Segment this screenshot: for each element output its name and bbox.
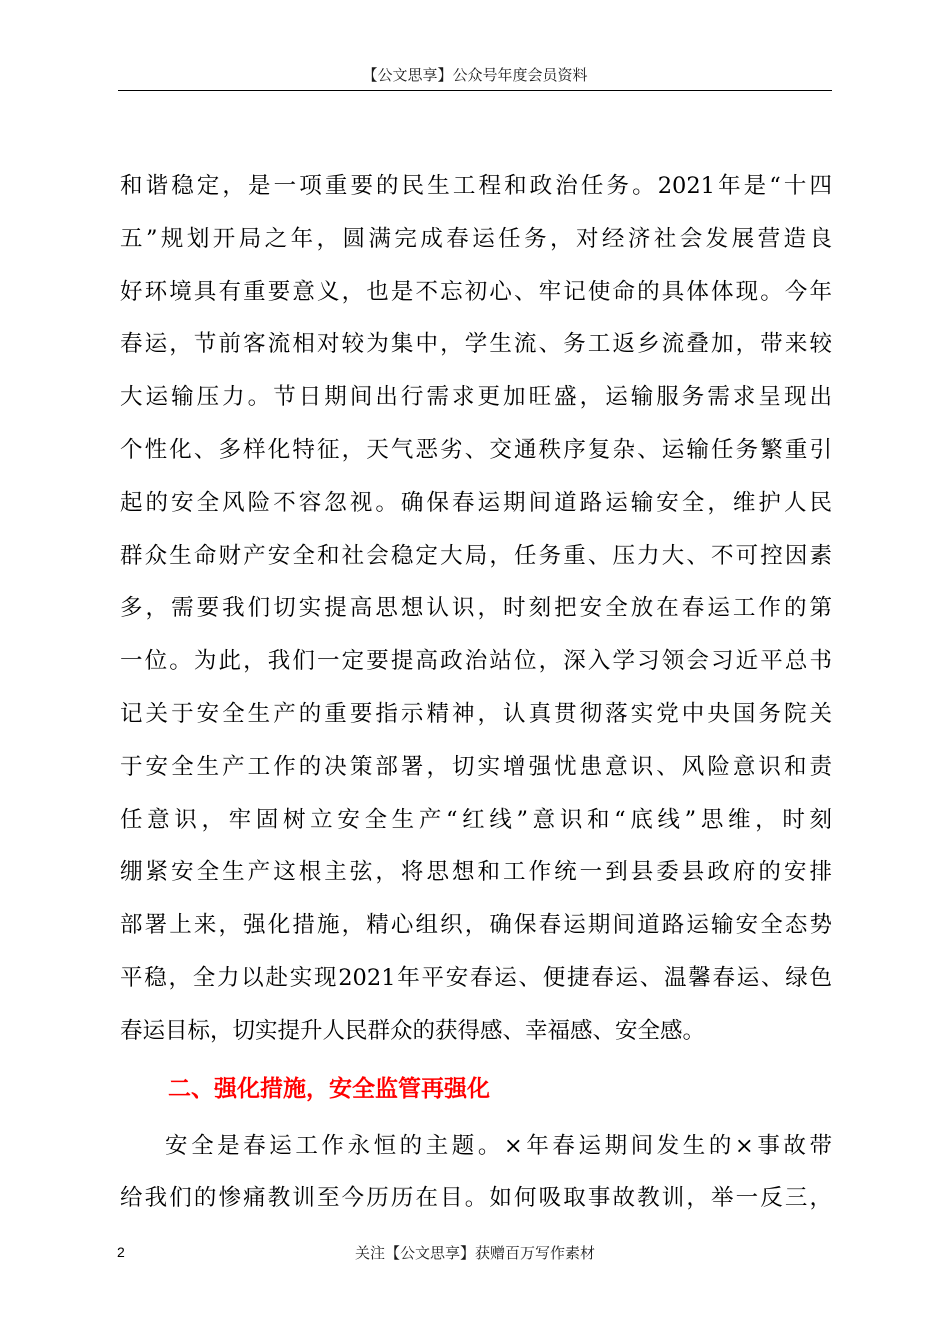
text-line: 个性化、多样化特征，天气恶劣、交通秩序复杂、运输任务繁重引 [120, 436, 832, 463]
text-line: 部署上来，强化措施，精心组织，确保春运期间道路运输安全态势 [120, 912, 832, 939]
page-header: 【公文思享】公众号年度会员资料 [362, 66, 588, 84]
text-line: 五”规划开局之年，圆满完成春运任务，对经济社会发展营造良 [120, 225, 832, 252]
paragraph-1 [120, 160, 832, 1058]
document-body [120, 160, 832, 1225]
page-number: 2 [117, 1244, 125, 1260]
text-line: 安全是春运工作永恒的主题。×年春运期间发生的×事故带 [165, 1132, 832, 1159]
text-line: 春运目标，切实提升人民群众的获得感、幸福感、安全感。 [120, 1017, 706, 1044]
text-line: 平稳，全力以赴实现2021年平安春运、便捷春运、温馨春运、绿色 [120, 964, 832, 991]
text-line: 给我们的惨痛教训至今历历在目。如何吸取事故教训，举一反三， [120, 1185, 832, 1212]
page-footer: 关注【公文思享】获赠百万写作素材 [354, 1244, 595, 1262]
text-line: 群众生命财产安全和社会稳定大局，任务重、压力大、不可控因素 [120, 542, 832, 569]
text-line: 绷紧安全生产这根主弦，将思想和工作统一到县委县政府的安排 [120, 859, 832, 886]
text-line: 一位。为此，我们一定要提高政治站位，深入学习领会习近平总书 [120, 648, 832, 675]
text-line: 多，需要我们切实提高思想认识，时刻把安全放在春运工作的第 [120, 595, 832, 622]
header-divider [118, 90, 832, 91]
text-line: 春运，节前客流相对较为集中，学生流、务工返乡流叠加，带来较 [120, 331, 832, 358]
text-line: 好环境具有重要意义，也是不忘初心、牢记使命的具体体现。今年 [120, 278, 832, 305]
text-line: 起的安全风险不容忽视。确保春运期间道路运输安全，维护人民 [120, 489, 832, 516]
text-line: 记关于安全生产的重要指示精神，认真贯彻落实党中央国务院关 [120, 700, 832, 727]
paragraph-2 [120, 1120, 832, 1226]
text-line: 大运输压力。节日期间出行需求更加旺盛，运输服务需求呈现出 [120, 384, 832, 411]
text-line: 和谐稳定，是一项重要的民生工程和政治任务。2021年是“十四 [120, 173, 832, 199]
text-line: 任意识，牢固树立安全生产“红线”意识和“底线”思维，时刻 [120, 806, 832, 833]
text-line: 于安全生产工作的决策部署，切实增强忧患意识、风险意识和责 [120, 753, 832, 780]
section-heading: 二、强化措施，安全监管再强化 [168, 1075, 490, 1102]
